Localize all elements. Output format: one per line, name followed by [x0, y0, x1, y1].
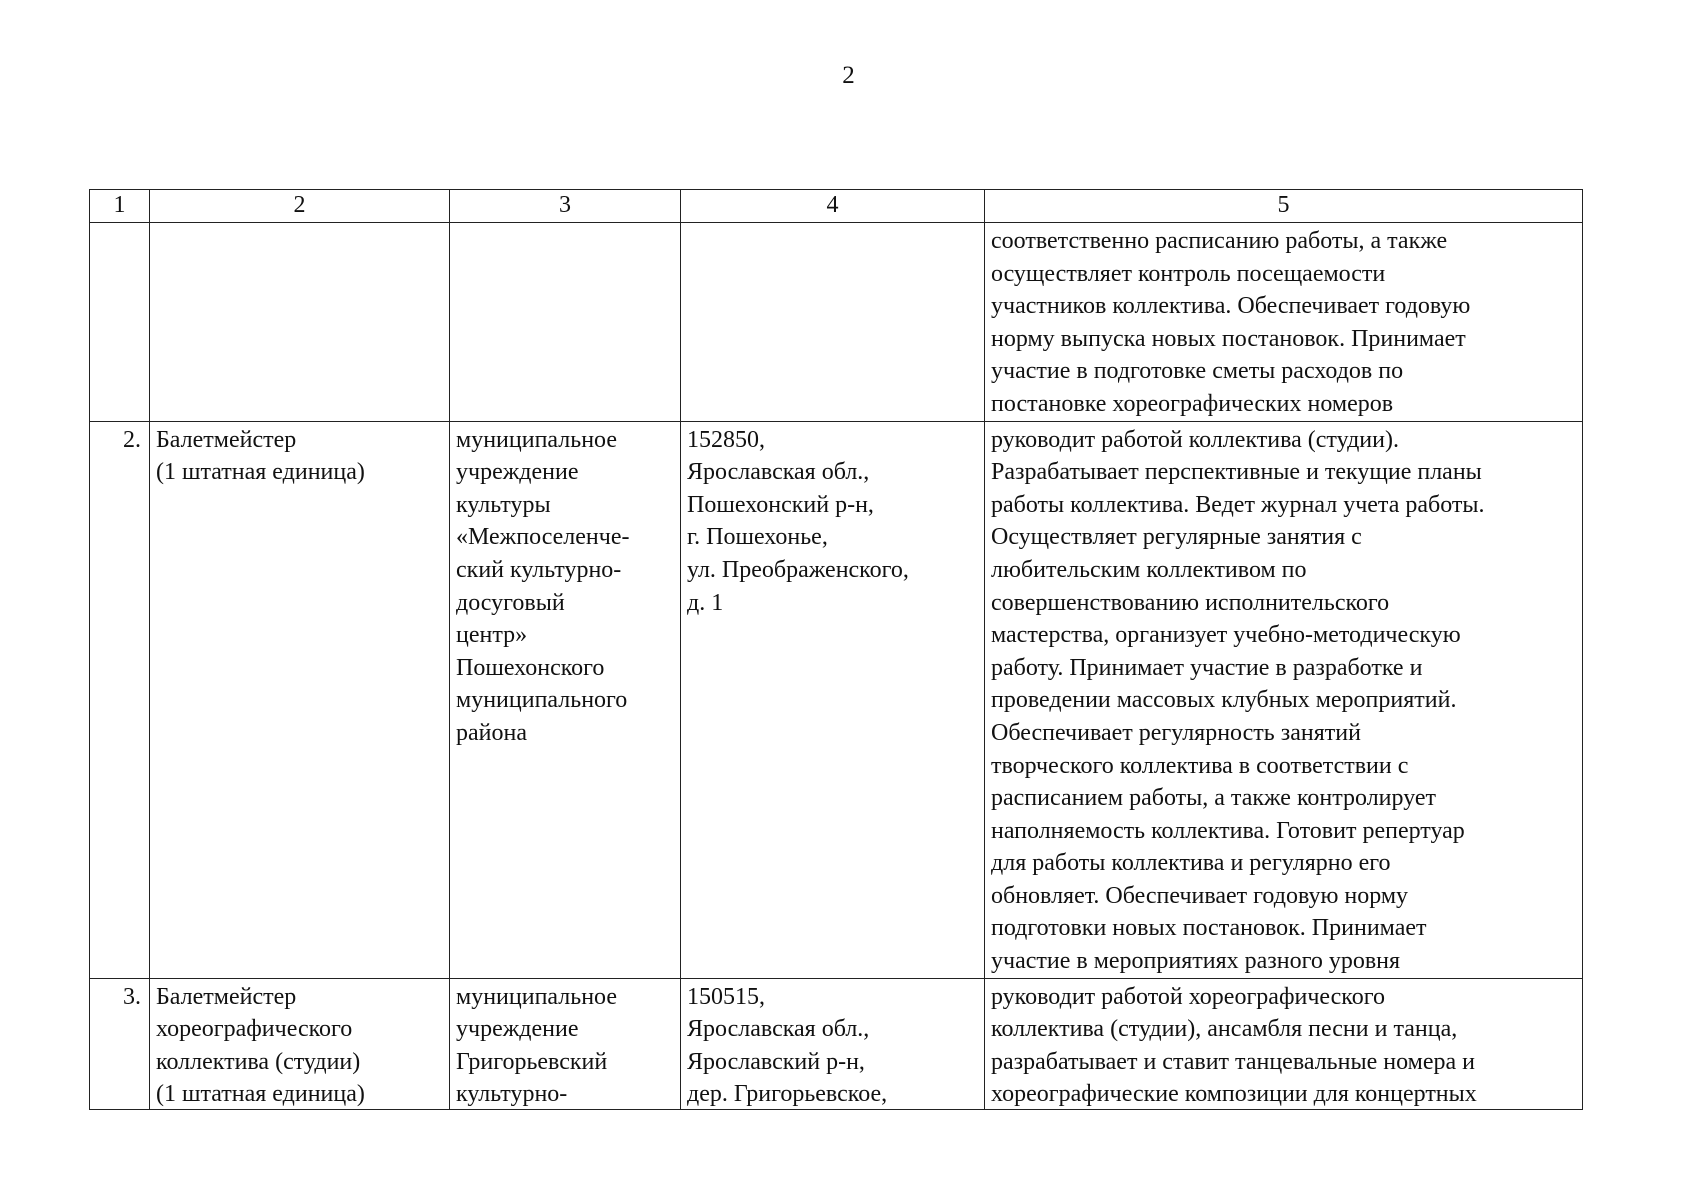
position-text — [150, 223, 449, 225]
column-header: 1 — [90, 190, 150, 223]
institution-cell — [450, 223, 681, 422]
page-number: 2 — [842, 62, 855, 89]
position-cell — [150, 978, 450, 1109]
row-number — [90, 223, 149, 225]
position-text: Балетмейстер хореографического коллектива (студии) (1 штатная единица) — [156, 983, 365, 1108]
duties-cell — [985, 223, 1583, 422]
row-number-cell — [90, 223, 150, 422]
address-cell — [681, 978, 985, 1109]
address-cell — [681, 223, 985, 422]
duties-text: соответственно расписанию работы, а также осуществляет контроль посещаемости участников коллектива. Обеспечивает годовую норму выпуска новых постановок. Принимает участие в подготовке сметы расходов по постановке хореографических номеров — [991, 228, 1471, 417]
row-number: 2. — [123, 426, 141, 453]
row-number: 3. — [123, 983, 141, 1010]
column-header: 5 — [985, 190, 1583, 223]
column-header: 3 — [450, 190, 681, 223]
row-number-cell — [90, 978, 150, 1109]
duties-cell — [985, 978, 1583, 1109]
address-text: 152850, Ярославская обл., Пошехонский р-н, г. Пошехонье, ул. Преображенского, д. 1 — [687, 426, 909, 616]
column-header: 4 — [681, 190, 985, 223]
address-text: 150515, Ярославская обл., Ярославский р-н, дер. Григорьевское, — [687, 983, 888, 1108]
column-header: 2 — [150, 190, 450, 223]
address-cell — [681, 421, 985, 978]
row-number-cell — [90, 421, 150, 978]
position-cell — [150, 223, 450, 422]
institution-text: муниципальное учреждение Григорьевский культурно- — [456, 983, 617, 1108]
institution-cell — [450, 978, 681, 1109]
positions-table — [89, 189, 1583, 1110]
position-cell — [150, 421, 450, 978]
position-text: Балетмейстер (1 штатная единица) — [156, 426, 365, 486]
duties-text: руководит работой хореографического коллектива (студии), ансамбля песни и танца, разрабатывает и ставит танцевальные номера и хореографические композиции для концертных — [991, 983, 1477, 1108]
institution-cell — [450, 421, 681, 978]
table-row — [90, 421, 1583, 978]
table-header-row — [90, 190, 1583, 223]
institution-text — [450, 223, 680, 225]
table-row — [90, 978, 1583, 1109]
duties-cell — [985, 421, 1583, 978]
table-row — [90, 223, 1583, 422]
institution-text: муниципальное учреждение культуры «Межпоселенче- ский культурно- досуговый центр» Пошехонского муниципального района — [456, 426, 630, 746]
duties-text: руководит работой коллектива (студии). Разрабатывает перспективные и текущие планы работы коллектива. Ведет журнал учета работы. Осуществляет регулярные занятия с любительским коллективом по совершенствованию исполнительского мастерства, организует учебно-методическую работу. Принимает участие в разработке и проведении массовых клубных мероприятий. Обеспечивает регулярность занятий творческого коллектива в соответствии с расписанием работы, а также контролирует наполняемость коллектива. Готовит репертуар для работы коллектива и регулярно его обновляет. Обеспечивает годовую норму подготовки новых постановок. Принимает участие в мероприятиях разного уровня — [991, 426, 1485, 975]
address-text — [681, 223, 984, 225]
